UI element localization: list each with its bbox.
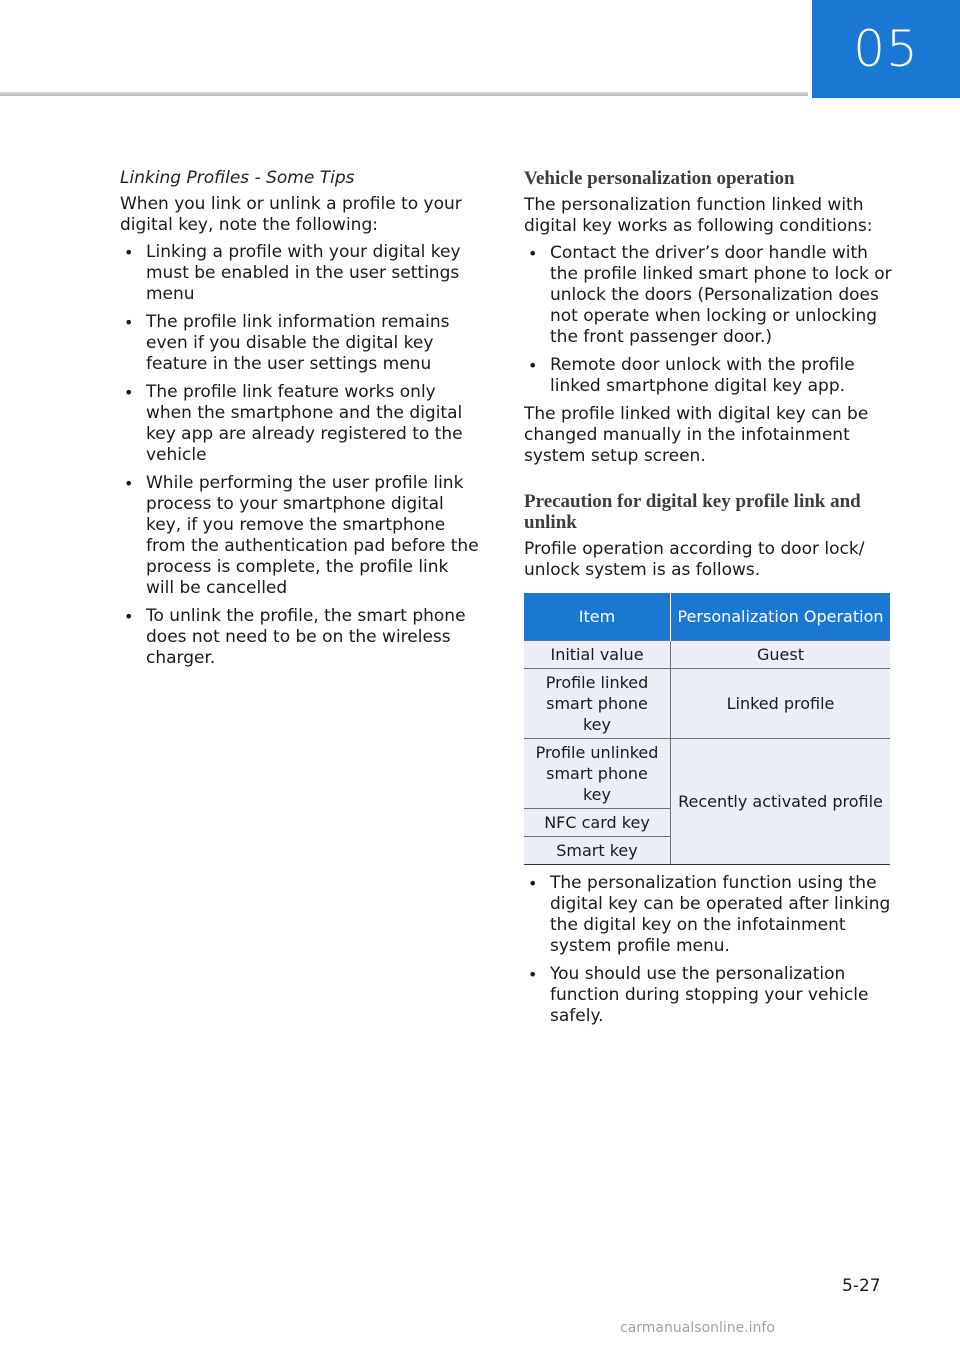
personalization-outro: The profile linked with digital key can be changed manually in the infotainment system setup screen.: [524, 404, 869, 466]
list-item: • Linking a profile with your digital key must be enabled in the user settings menu: [124, 242, 461, 304]
table-header-item: Item: [524, 593, 671, 641]
list-item: • The personalization function using the digital key can be operated after linking the digital key on the infotainment system profile menu.: [528, 873, 891, 956]
table-row: [524, 739, 890, 809]
personalization-conditions-list: [524, 243, 894, 397]
bullet-icon: •: [528, 356, 538, 375]
list-item: • To unlink the profile, the smart phone does not need to be on the wireless charger.: [124, 606, 466, 668]
table-header-operation: Personalization Operation: [671, 593, 891, 641]
personalization-intro: The personalization function linked with digital key works as following conditions:: [524, 195, 873, 236]
linking-tips-list: [120, 242, 480, 669]
bullet-icon: •: [124, 313, 134, 332]
list-item: • While performing the user profile link process to your smartphone digital key, if you remove the smartphone from the authentication pad before the process is complete, the profile link will be cancelled: [124, 473, 479, 598]
section-heading-personalization: Vehicle personalization operation: [524, 168, 795, 189]
chapter-number-tab: 05: [812, 0, 960, 98]
bullet-icon: •: [124, 474, 134, 493]
list-item: • The profile link information remains even if you disable the digital key feature in the user settings menu: [124, 312, 450, 374]
bullet-icon: •: [528, 874, 538, 893]
list-item: • The profile link feature works only when the smartphone and the digital key app are already registered to the vehicle: [124, 382, 463, 465]
bullet-icon: •: [124, 383, 134, 402]
table-cell-operation: Linked profile: [671, 669, 891, 739]
bullet-icon: •: [528, 965, 538, 984]
table-row: [524, 669, 890, 739]
table-cell-item: NFC card key: [524, 809, 671, 837]
profile-operation-table: [524, 593, 890, 865]
left-column: [120, 168, 480, 676]
table-cell-operation: Recently activated profile: [671, 739, 891, 865]
spacer: [524, 473, 894, 491]
list-item: • Remote door unlock with the profile linked smartphone digital key app.: [528, 355, 855, 396]
table-cell-item: Smart key: [524, 837, 671, 865]
section-heading-linking-tips: Linking Profiles - Some Tips: [120, 168, 355, 188]
right-column: [524, 168, 894, 1034]
table-row: [524, 641, 890, 669]
table-cell-item: Profile unlinked smart phone key: [524, 739, 671, 809]
section-heading-precaution: Precaution for digital key profile link and unlink: [524, 491, 861, 533]
header-rule: [0, 92, 808, 96]
personalization-notes-list: [524, 873, 894, 1027]
table-header-row: [524, 593, 890, 641]
bullet-icon: •: [124, 607, 134, 626]
linking-tips-intro: When you link or unlink a profile to your digital key, note the following:: [120, 194, 462, 235]
table-cell-item: Initial value: [524, 641, 671, 669]
bullet-icon: •: [528, 244, 538, 263]
list-item: • You should use the personalization function during stopping your vehicle safely.: [528, 964, 869, 1026]
bullet-icon: •: [124, 243, 134, 262]
table-cell-item: Profile linked smart phone key: [524, 669, 671, 739]
watermark-text: carmanualsonline.info: [620, 1320, 775, 1336]
table-cell-operation: Guest: [671, 641, 891, 669]
list-item: • Contact the driver’s door handle with the profile linked smart phone to lock or unlock the doors (Personalization does not operate when locking or unlocking the front passenger door.): [528, 243, 892, 347]
page-number: 5-27: [842, 1276, 881, 1296]
precaution-intro: Profile operation according to door lock/ unlock system is as follows.: [524, 539, 865, 580]
